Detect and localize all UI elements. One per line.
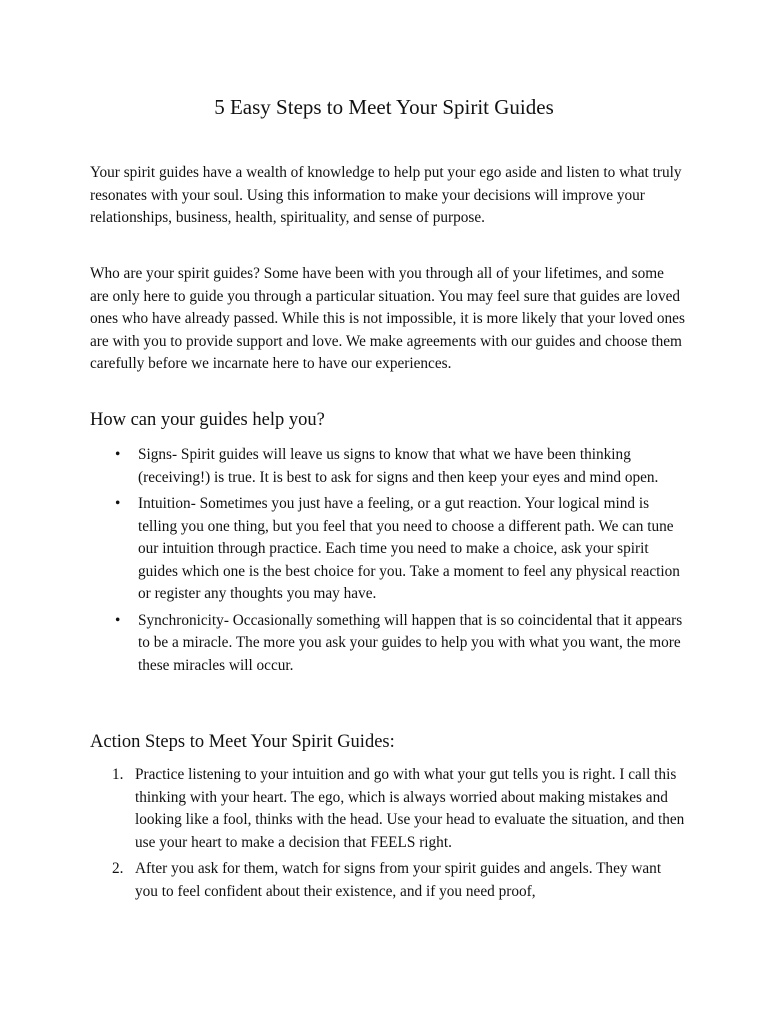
help-item-synchronicity [0,610,686,678]
help-item-text: Spirit guides will leave us signs to know that what we have been thinking (receiving!) is true. It is best to ask for signs and then keep your eyes and mind open. [138,446,659,486]
document-title: 5 Easy Steps to Meet Your Spirit Guides [214,95,554,119]
help-item-signs [0,444,686,489]
step-number: 1. [112,766,124,783]
help-list [0,444,768,681]
help-item-term: Signs- [138,446,178,463]
help-item-text: Occasionally something will happen that is so coincidental that it appears to be a miracle. The more you ask your guides to help you with what you want, the more these miracles will occur. [138,611,683,674]
intro-paragraph: Your spirit guides have a wealth of knowledge to help put your ego aside and listen to what truly resonates with your soul. Using this information to make your decisions will improve your relationships, business, health, spirituality, and sense of purpose. [90,164,682,226]
bullet-icon: • [115,611,121,629]
help-item-intuition [0,493,686,606]
help-item-term: Intuition- [138,495,196,512]
help-item-text: Sometimes you just have a feeling, or a gut reaction. Your logical mind is telling you one thing, but you feel that you need to choose a different path. We can tune our intuition through practice. Each time you need to make a choice, ask your spirit guides which one is the best choice for you. Take a moment to feel any physical reaction or register any thoughts you may have. [138,495,680,602]
step-number: 2. [112,860,124,877]
help-item-term: Synchronicity- [138,611,229,629]
bullet-icon: • [115,446,121,463]
who-paragraph: Who are your spirit guides? Some have been with you through all of your lifetimes, and some are only here to guide you through a particular situation. You may feel sure that guides are loved ones who have already passed. While this is not impossible, it is more likely that your loved ones are with you to provide support and love. We make agreements with our guides and choose them carefully before we incarnate here to have our experiences. [90,265,685,372]
help-heading: How can your guides help you? [90,410,325,430]
step-item-1 [0,764,686,854]
step-text: Practice listening to your intuition and go with what your gut tells you is right. I call this thinking with your heart. The ego, which is always worried about making mistakes and looking like a fool, thinks with the head. Use your head to evaluate the situation, and then use your heart to make a decision that FEELS right. [135,766,685,851]
action-steps-list [0,764,768,907]
bullet-icon: • [115,495,121,512]
action-heading: Action Steps to Meet Your Spirit Guides: [90,732,395,752]
step-text: After you ask for them, watch for signs from your spirit guides and angels. They want you to feel confident about their existence, and if you need proof, [135,860,662,900]
step-item-2 [0,858,686,903]
